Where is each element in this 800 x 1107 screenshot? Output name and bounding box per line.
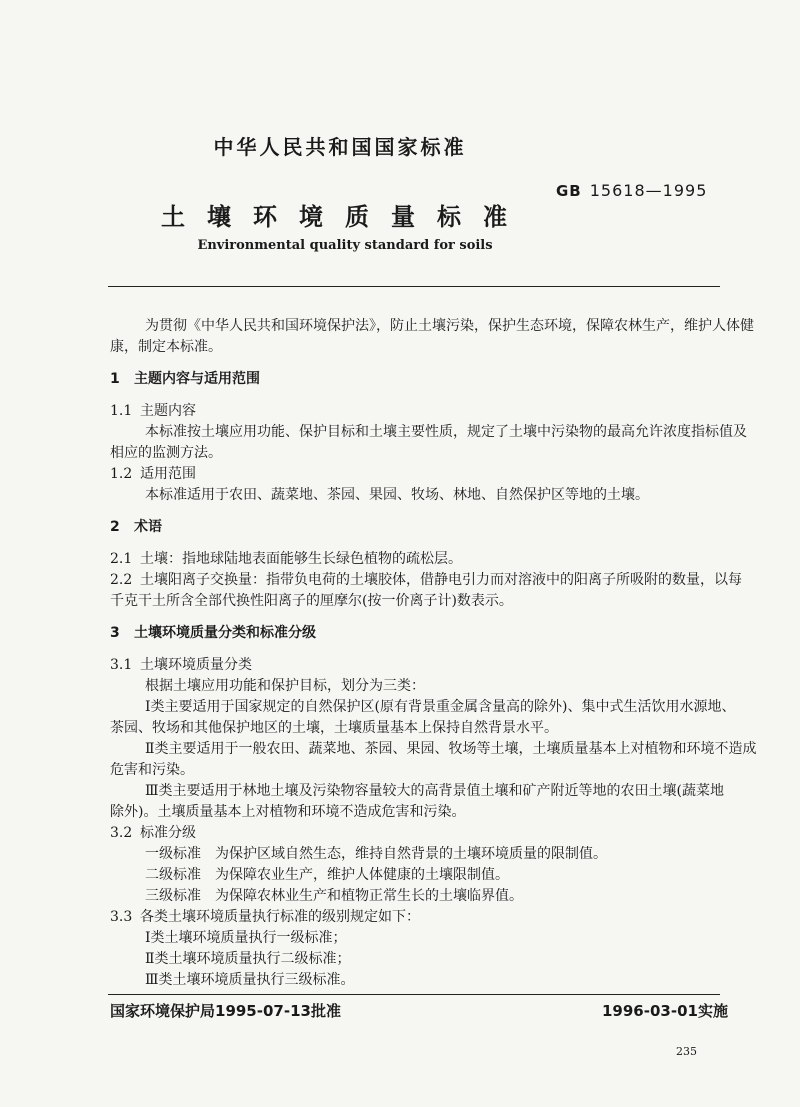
term-text: 土壤阳离子交换量：指带负电荷的土壤胶体，借静电引力而对溶液中的阳离子所吸附的数量，以每 (140, 572, 742, 588)
section-title: 主题内容 (140, 403, 196, 419)
paragraph-line: 茶园、牧场和其他保护地区的土壤，土壤质量基本上保持自然背景水平。 (110, 720, 558, 736)
section-title: 标准分级 (140, 825, 196, 841)
code-number: 15618—1995 (589, 181, 708, 200)
grade-line: 二级标准 为保障农业生产，维护人体健康的土壤限制值。 (145, 867, 509, 883)
code-prefix: GB (556, 182, 582, 200)
subsection-heading (110, 465, 196, 483)
top-divider (108, 286, 720, 287)
section-number: 1 (110, 371, 120, 387)
standard-org-header: 中华人民共和国国家标准 (213, 135, 467, 159)
section-number: 2.2 (110, 572, 133, 588)
subsection-heading (110, 824, 196, 842)
paragraph-line: 除外)。土壤质量基本上对植物和环境不造成危害和污染。 (110, 804, 466, 820)
section-heading (110, 518, 162, 536)
list-item: Ⅱ类土壤环境质量执行二级标准； (145, 951, 351, 967)
grade-line: 一级标准 为保护区域自然生态，维持自然背景的土壤环境质量的限制值。 (145, 846, 607, 862)
intro-line: 康，制定本标准。 (110, 339, 222, 355)
bottom-divider (108, 994, 720, 995)
paragraph-line: 本标准适用于农田、蔬菜地、茶园、果园、牧场、林地、自然保护区等地的土壤。 (145, 487, 649, 503)
subsection-heading (110, 402, 196, 420)
english-title: Environmental quality standard for soils (197, 238, 493, 253)
section-title: 主题内容与适用范围 (134, 371, 260, 387)
section-number: 3 (110, 625, 120, 641)
page-title: 土壤环境质量标准 (161, 203, 529, 231)
section-title: 适用范围 (140, 466, 196, 482)
subsection-heading (110, 656, 252, 674)
grade-line: 三级标准 为保障农林业生产和植物正常生长的土壤临界值。 (145, 888, 523, 904)
term-line (110, 571, 742, 589)
intro-line: 为贯彻《中华人民共和国环境保护法》，防止土壤污染，保护生态环境，保障农林生产，维护人体健 (145, 318, 754, 334)
section-number: 1.2 (110, 466, 133, 482)
section-heading (110, 624, 316, 642)
term-line (110, 550, 462, 568)
effective-date: 1996-03-01实施 (602, 1002, 728, 1020)
paragraph-line: 千克干土所含全部代换性阳离子的厘摩尔(按一价离子计)数表示。 (110, 593, 513, 609)
section-heading (110, 370, 260, 388)
paragraph-line: 相应的监测方法。 (110, 445, 222, 461)
section-number: 1.1 (110, 403, 133, 419)
list-item: Ⅲ类土壤环境质量执行三级标准。 (145, 972, 355, 988)
page-number: 235 (676, 1045, 697, 1058)
paragraph-line: Ⅰ类主要适用于国家规定的自然保护区(原有背景重金属含量高的除外)、集中式生活饮用水源地、 (145, 699, 736, 715)
section-number: 2.1 (110, 551, 133, 567)
section-title: 各类土壤环境质量执行标准的级别规定如下： (140, 909, 420, 925)
list-item: Ⅰ类土壤环境质量执行一级标准； (145, 930, 347, 946)
paragraph-line: Ⅲ类主要适用于林地土壤及污染物容量较大的高背景值土壤和矿产附近等地的农田土壤(蔬菜地 (145, 783, 724, 799)
section-title: 土壤环境质量分类和标准分级 (134, 625, 316, 641)
paragraph-line: 根据土壤应用功能和保护目标，划分为三类： (145, 678, 425, 694)
approval-date: 国家环境保护局1995-07-13批准 (110, 1002, 341, 1020)
section-number: 3.1 (110, 657, 133, 673)
paragraph-line: Ⅱ类主要适用于一般农田、蔬菜地、茶园、果园、牧场等土壤，土壤质量基本上对植物和环境不造成 (145, 741, 757, 757)
section-number: 3.2 (110, 825, 133, 841)
paragraph-line: 本标准按土壤应用功能、保护目标和土壤主要性质，规定了土壤中污染物的最高允许浓度指标值及 (145, 424, 747, 440)
section-title: 术语 (134, 519, 162, 535)
section-number: 3.3 (110, 909, 133, 925)
paragraph-line: 危害和污染。 (110, 762, 194, 778)
section-number: 2 (110, 519, 120, 535)
section-title: 土壤环境质量分类 (140, 657, 252, 673)
term-text: 土壤：指地球陆地表面能够生长绿色植物的疏松层。 (140, 551, 462, 567)
subsection-heading (110, 908, 420, 926)
